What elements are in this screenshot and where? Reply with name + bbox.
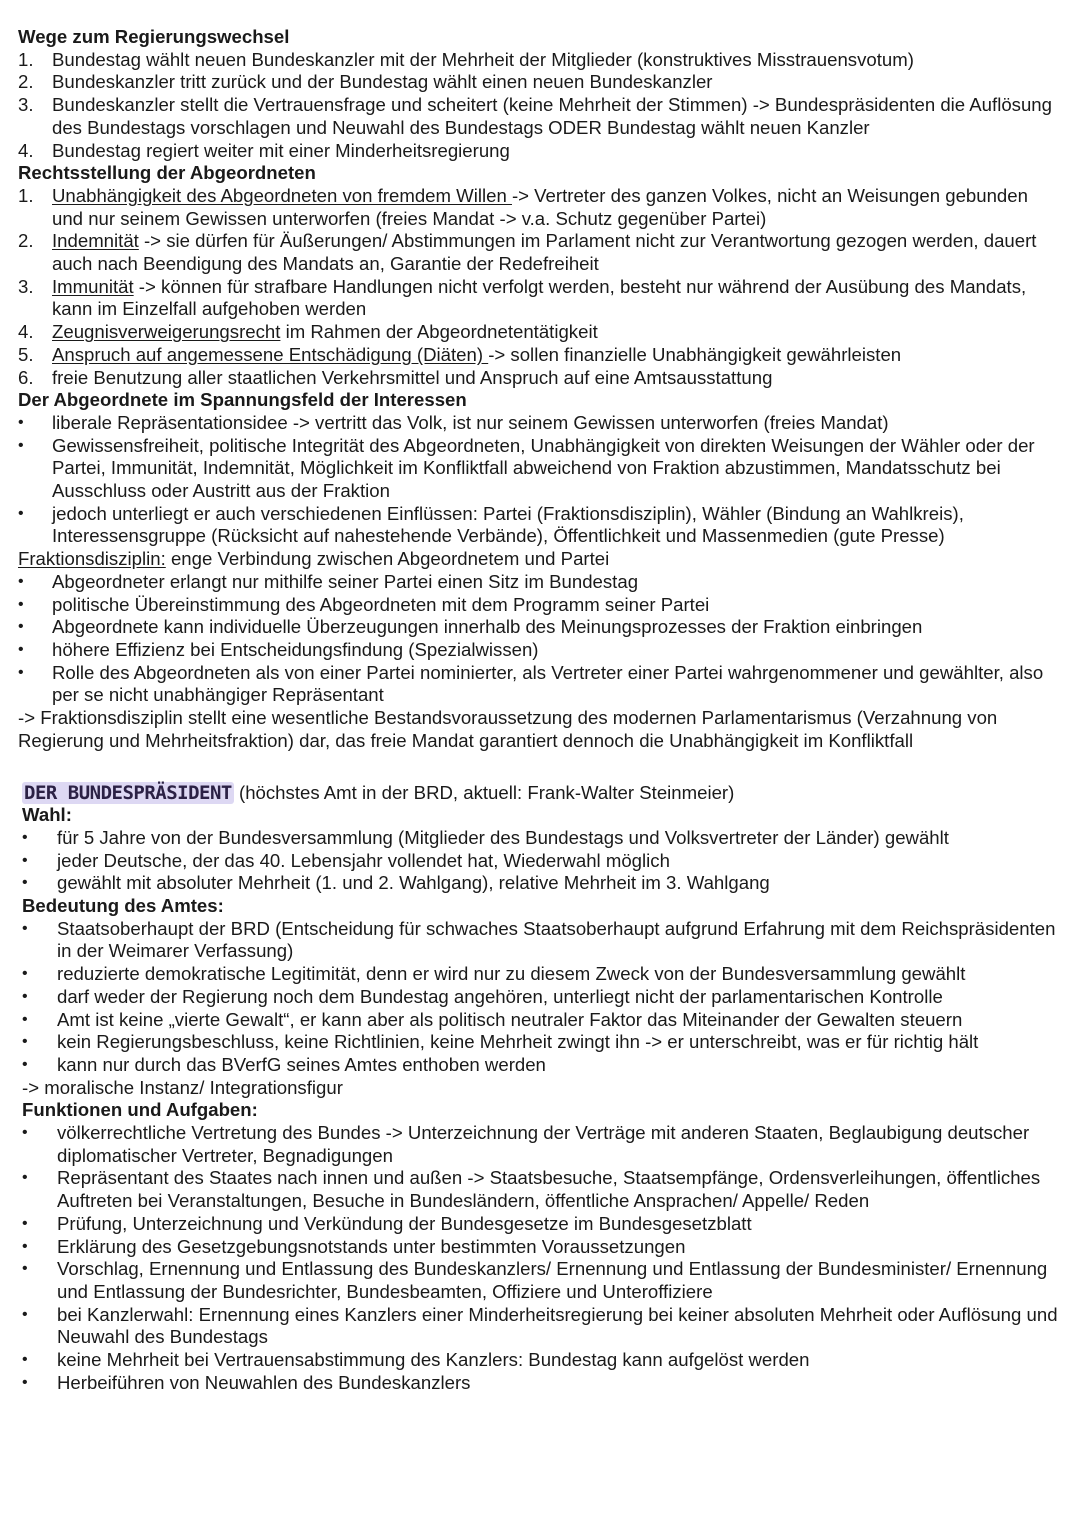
item-text: gewählt mit absoluter Mehrheit (1. und 2. Wahlgang), relative Mehrheit im 3. Wahlgang <box>57 872 770 894</box>
bullet-item <box>22 1167 1063 1212</box>
item-number: 2. <box>18 230 34 252</box>
bullet-icon: • <box>18 618 24 636</box>
bullet-item <box>18 503 1063 548</box>
bullet-item <box>22 1236 1063 1259</box>
bullet-icon: • <box>22 1305 28 1323</box>
section-title: Rechtsstellung der Abgeordneten <box>18 162 316 184</box>
item-text: reduzierte demokratische Legitimität, denn er wird nur zu diesem Zweck von der Bundesversammlung gewählt <box>57 963 966 985</box>
numbered-item <box>18 276 1063 321</box>
item-number: 1. <box>18 48 34 70</box>
bullet-item <box>18 616 1063 639</box>
item-text: -> können für strafbare Handlungen nicht verfolgt werden, besteht nur während der Ausübung des Mandats, kann im Einzelfall aufgehoben werden <box>52 275 1027 320</box>
bullet-item <box>18 435 1063 503</box>
item-text: keine Mehrheit bei Vertrauensabstimmung des Kanzlers: Bundestag kann aufgelöst werden <box>57 1349 810 1371</box>
item-number: 2. <box>18 71 34 93</box>
bullet-item <box>18 639 1063 662</box>
bullet-icon: • <box>18 595 24 613</box>
bullet-icon: • <box>18 413 24 431</box>
item-text: Amt ist keine „vierte Gewalt“, er kann aber als politisch neutraler Faktor das Miteinander der Gewalten steuern <box>57 1008 963 1030</box>
item-text: jedoch unterliegt er auch verschiedenen Einflüssen: Partei (Fraktionsdisziplin), Wähler (Bindung an Wahlkreis), Interessensgruppe (Rücksicht auf nahestehende Verbände), Öffentlichkeit und Massenmedien (gute Presse) <box>52 502 964 547</box>
bullet-icon: • <box>18 436 24 454</box>
item-number: 5. <box>18 343 34 365</box>
item-number: 6. <box>18 366 34 388</box>
item-text: Herbeiführen von Neuwahlen des Bundeskanzlers <box>57 1371 471 1393</box>
bullet-item <box>22 963 1063 986</box>
bullet-icon: • <box>22 919 28 937</box>
subsection-title: Wahl: <box>22 804 72 826</box>
item-text: Prüfung, Unterzeichnung und Verkündung der Bundesgesetze im Bundesgesetzblatt <box>57 1212 752 1234</box>
item-text: Bundeskanzler stellt die Vertrauensfrage und scheitert (keine Mehrheit der Stimmen) -> Bundespräsidenten die Auflösung des Bundestags vorschlagen und Neuwahl des Bundestags ODER Bundestag wählt neuen Kanzler <box>52 94 1052 138</box>
bullet-icon: • <box>22 828 28 846</box>
bullet-icon: • <box>22 874 28 892</box>
section-regierungswechsel <box>18 26 1063 162</box>
bullet-icon: • <box>22 987 28 1005</box>
item-text: -> Vertreter des ganzen Volkes, nicht an Weisungen gebunden und nur seinem Gewissen unterworfen (freies Mandat -> v.a. Schutz gegenüber Partei) <box>52 184 1028 229</box>
item-text: darf weder der Regierung noch dem Bundestag angehören, unterliegt nicht der parlamentarischen Kontrolle <box>57 985 943 1007</box>
bullet-icon: • <box>22 1237 28 1255</box>
bullet-icon: • <box>22 1351 28 1369</box>
bullet-icon: • <box>22 1124 28 1142</box>
numbered-item <box>18 140 1063 163</box>
item-text: kein Regierungsbeschluss, keine Richtlinien, keine Mehrheit zwingt ihn -> er unterschreibt, was er für richtig hält <box>57 1031 979 1053</box>
bullet-icon: • <box>22 1033 28 1051</box>
numbered-item <box>18 94 1063 139</box>
bullet-item <box>22 1372 1063 1395</box>
bullet-item <box>22 872 1063 895</box>
conclusion-text: -> moralische Instanz/ Integrationsfigur <box>22 1076 343 1098</box>
bullet-item <box>22 1304 1063 1349</box>
item-term: Indemnität <box>52 230 139 252</box>
item-number: 3. <box>18 275 34 297</box>
numbered-item <box>18 344 1063 367</box>
bullet-icon: • <box>22 1055 28 1073</box>
document-page <box>18 26 1063 1394</box>
item-text: -> sollen finanzielle Unabhängigkeit gewährleisten <box>488 343 902 365</box>
item-text: Abgeordneter erlangt nur mithilfe seiner Partei einen Sitz im Bundestag <box>52 570 639 592</box>
bullet-icon: • <box>22 1214 28 1232</box>
item-text: freie Benutzung aller staatlichen Verkehrsmittel und Anspruch auf eine Amtsausstattung <box>52 366 773 388</box>
item-text: enge Verbindung zwischen Abgeordnetem und Partei <box>165 548 610 570</box>
item-text: Bundestag regiert weiter mit einer Minderheitsregierung <box>52 139 510 161</box>
section-rechtsstellung <box>18 162 1063 389</box>
item-term: Immunität <box>52 275 134 297</box>
item-number: 3. <box>18 94 34 116</box>
fraktionsdisziplin-line <box>18 548 1063 571</box>
bullet-icon: • <box>22 1010 28 1028</box>
bullet-icon: • <box>22 1260 28 1278</box>
numbered-item <box>18 321 1063 344</box>
bp-subtitle: (höchstes Amt in der BRD, aktuell: Frank-Walter Steinmeier) <box>233 781 735 803</box>
item-text: völkerrechtliche Vertretung des Bundes -> Unterzeichnung der Verträge mit anderen Staaten, Beglaubigung deutscher diplomatischer Vertreter, Begnadigungen <box>57 1122 1030 1166</box>
bullet-item <box>22 1122 1063 1167</box>
numbered-item <box>18 230 1063 275</box>
item-text: höhere Effizienz bei Entscheidungsfindung (Spezialwissen) <box>52 638 539 660</box>
bullet-icon: • <box>22 851 28 869</box>
bp-heading <box>22 782 1063 805</box>
subsection-title: Funktionen und Aufgaben: <box>22 1099 258 1121</box>
bullet-icon: • <box>22 1373 28 1391</box>
item-text: Vorschlag, Ernennung und Entlassung des Bundeskanzlers/ Ernennung und Entlassung der Bundesminister/ Ernennung und Entlassung der Bundesrichter, Bundesbeamten, Offiziere und Unteroffiziere <box>57 1258 1048 1302</box>
bullet-item <box>18 412 1063 435</box>
conclusion-text: -> Fraktionsdisziplin stellt eine wesentliche Bestandsvoraussetzung des modernen Parlamentarismus (Verzahnung von Regierung und Mehrheitsfraktion) dar, das freie Mandat garantiert dennoch die Unabhängigkeit im Konfliktfall <box>18 707 998 751</box>
item-text: jeder Deutsche, der das 40. Lebensjahr vollendet hat, Wiederwahl möglich <box>57 849 670 871</box>
bullet-item <box>22 918 1063 963</box>
item-text: Gewissensfreiheit, politische Integrität des Abgeordneten, Unabhängigkeit von direkten Weisungen der Wähler oder der Partei, Immunität, Indemnität, Möglichkeit im Konfliktfall abweichend von Fraktion abzustimmen, Mandatsschutz bei Ausschluss oder Austritt aus der Fraktion <box>52 434 1035 502</box>
bullet-icon: • <box>18 663 24 681</box>
bullet-item <box>22 1349 1063 1372</box>
section-bundespraesident <box>18 782 1063 1395</box>
bullet-item <box>18 594 1063 617</box>
item-text: Staatsoberhaupt der BRD (Entscheidung für schwaches Staatsoberhaupt aufgrund Erfahrung mit dem Reichspräsidenten in der Weimarer Verfassung) <box>57 917 1056 962</box>
bullet-icon: • <box>18 640 24 658</box>
item-term: Zeugnisverweigerungsrecht <box>52 321 281 343</box>
bullet-icon: • <box>22 1169 28 1187</box>
bullet-item <box>22 1031 1063 1054</box>
item-term: Unabhängigkeit des Abgeordneten von fremdem Willen <box>52 184 512 206</box>
item-text: Repräsentant des Staates nach innen und außen -> Staatsbesuche, Staatsempfänge, Ordensverleihungen, öffentliches Auftreten bei Veranstaltungen, Besuche in Bundesländern, öffentliche Ansprachen/ Appelle/ Reden <box>57 1167 1041 1212</box>
item-term: Fraktionsdisziplin: <box>18 548 166 570</box>
numbered-item <box>18 367 1063 390</box>
numbered-item <box>18 49 1063 72</box>
item-number: 4. <box>18 139 34 161</box>
page-title: DER BUNDESPRÄSIDENT <box>24 781 232 804</box>
bullet-item <box>22 1258 1063 1303</box>
bullet-item <box>22 850 1063 873</box>
bullet-item <box>22 1213 1063 1236</box>
bullet-item <box>22 1009 1063 1032</box>
item-text: liberale Repräsentationsidee -> vertritt das Volk, ist nur seinem Gewissen unterworfen (freies Mandat) <box>52 411 889 433</box>
bullet-item <box>18 662 1063 707</box>
bullet-item <box>22 827 1063 850</box>
item-number: 4. <box>18 321 34 343</box>
item-text: kann nur durch das BVerfG seines Amtes enthoben werden <box>57 1053 546 1075</box>
item-text: Bundeskanzler tritt zurück und der Bundestag wählt einen neuen Bundeskanzler <box>52 71 713 93</box>
numbered-item <box>18 71 1063 94</box>
section-spannungsfeld <box>18 389 1063 752</box>
bullet-icon: • <box>22 965 28 983</box>
bullet-item <box>22 1054 1063 1077</box>
bullet-icon: • <box>18 504 24 522</box>
section-gap <box>18 753 1063 782</box>
item-text: bei Kanzlerwahl: Ernennung eines Kanzlers einer Minderheitsregierung bei keiner absoluten Mehrheit oder Auflösung und Neuwahl des Bundestags <box>57 1303 1058 1348</box>
bullet-item <box>22 986 1063 1009</box>
numbered-item <box>18 185 1063 230</box>
item-text: Bundestag wählt neuen Bundeskanzler mit der Mehrheit der Mitglieder (konstruktives Misstrauensvotum) <box>52 48 914 70</box>
bullet-item <box>18 571 1063 594</box>
section-title: Der Abgeordnete im Spannungsfeld der Interessen <box>18 389 467 411</box>
subsection-title: Bedeutung des Amtes: <box>22 895 224 917</box>
item-text: Abgeordnete kann individuelle Überzeugungen innerhalb des Meinungsprozesses der Fraktion einbringen <box>52 616 923 638</box>
item-text: Rolle des Abgeordneten als von einer Partei nominierter, als Vertreter einer Partei wahrgenommener und gewählter, also per se nicht unabhängiger Repräsentant <box>52 661 1044 706</box>
item-term: Anspruch auf angemessene Entschädigung (Diäten) <box>52 343 489 365</box>
bullet-icon: • <box>18 572 24 590</box>
item-text: im Rahmen der Abgeordnetentätigkeit <box>280 321 598 343</box>
item-text: politische Übereinstimmung des Abgeordneten mit dem Programm seiner Partei <box>52 593 710 615</box>
item-text: Erklärung des Gesetzgebungsnotstands unter bestimmten Voraussetzungen <box>57 1235 686 1257</box>
item-number: 1. <box>18 184 34 206</box>
item-text: für 5 Jahre von der Bundesversammlung (Mitglieder des Bundestags und Volksvertreter der Länder) gewählt <box>57 826 949 848</box>
section-title: Wege zum Regierungswechsel <box>18 26 290 47</box>
item-text: -> sie dürfen für Äußerungen/ Abstimmungen im Parlament nicht zur Verantwortung gezogen werden, dauert auch nach Beendigung des Mandats an, Garantie der Redefreiheit <box>52 230 1037 275</box>
